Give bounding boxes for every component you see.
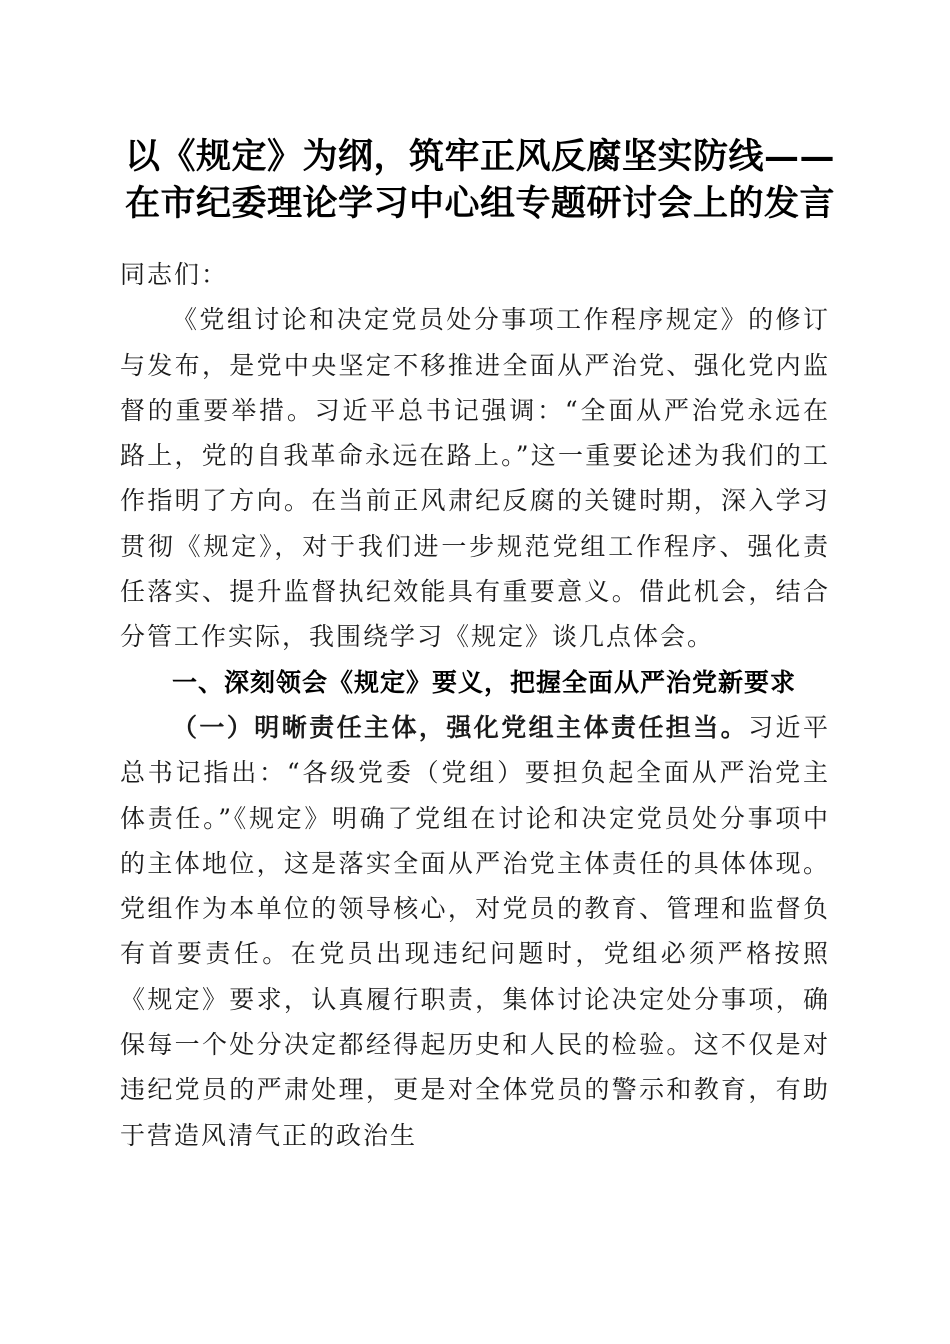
document-title (100, 133, 860, 227)
subsection-heading-1: （一）明晰责任主体，强化党组主体责任担当。 (172, 712, 749, 742)
salutation: 同志们： (120, 260, 229, 289)
document-body (120, 252, 830, 1158)
section-heading-1: 一、深刻领会《规定》要义，把握全面从严治党新要求 (172, 667, 797, 697)
title-line-2: 在市纪委理论学习中心组专题研讨会上的发言 (124, 183, 835, 224)
title-line-1: 以《规定》为纲，筑牢正风反腐坚实防线—— (124, 136, 835, 177)
subsection-body-1: 习近平总书记指出：“各级党委（党组）要担负起全面从严治党主体责任。”《规定》明确了党组在讨论和决定党员处分事项中的主体地位，这是落实全面从严治党主体责任的具体体现。党组作为本单位的领导核心，对党员的教育、管理和监督负有首要责任。在党员出现违纪问题时，党组必须严格按照《规定》要求，认真履行职责，集体讨论决定处分事项，确保每一个处分决定都经得起历史和人民的检验。这不仅是对违纪党员的严肃处理，更是对全体党员的警示和教育，有助于营造风清气正的政治生 (120, 712, 830, 1150)
paragraph-intro: 《党组讨论和决定党员处分事项工作程序规定》的修订与发布，是党中央坚定不移推进全面从严治党、强化党内监督的重要举措。习近平总书记强调：“全面从严治党永远在路上，党的自我革命永远在路上。”这一重要论述为我们的工作指明了方向。在当前正风肃纪反腐的关键时期，深入学习贯彻《规定》，对于我们进一步规范党组工作程序、强化责任落实、提升监督执纪效能具有重要意义。借此机会，结合分管工作实际，我围绕学习《规定》谈几点体会。 (120, 305, 830, 652)
paragraph-subsection-1 (120, 705, 830, 1158)
